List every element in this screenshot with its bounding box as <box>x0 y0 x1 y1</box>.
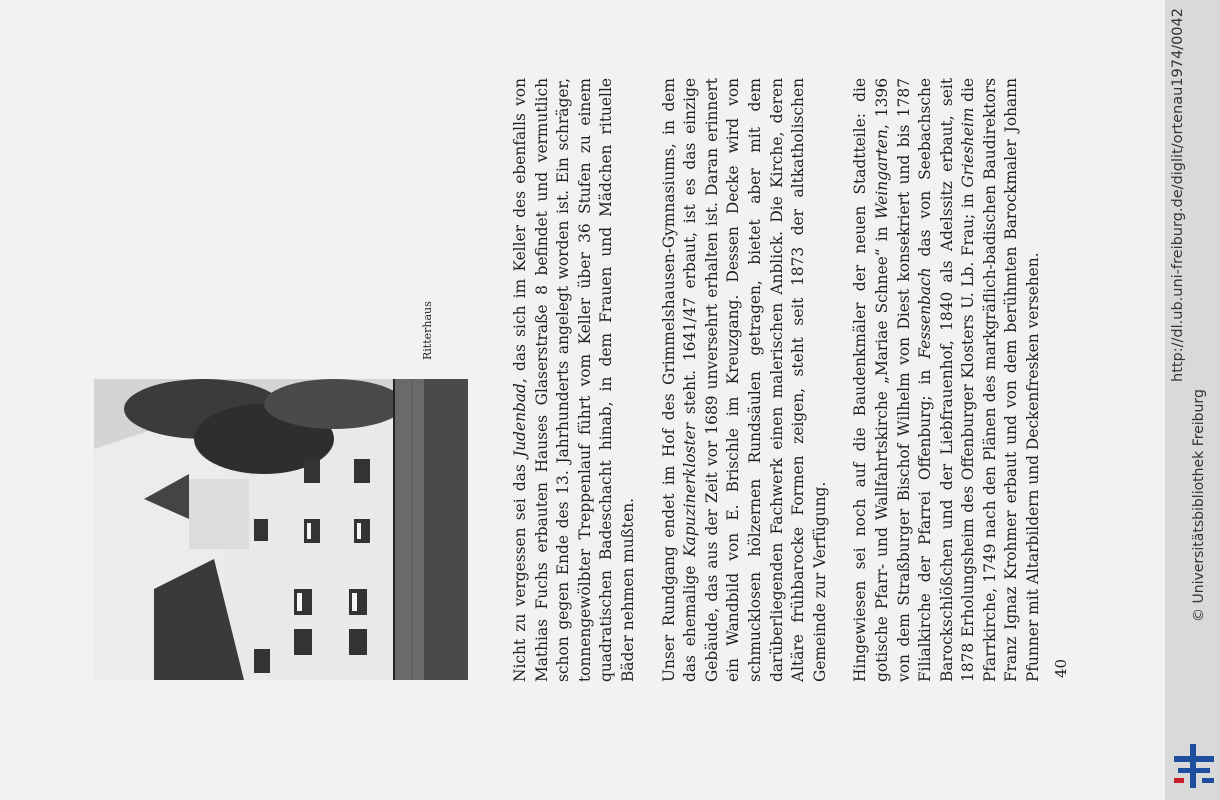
source-url[interactable]: http://dl.ub.uni-freiburg.de/diglit/ortenau1974/0042 <box>1170 8 1186 382</box>
text-run: Hingewiesen sei noch auf die Baudenkmäler der neuen Stadtteile: die gotische Pfarr- und Wallfahrtskirche „Mariae Schnee“ in <box>851 78 891 682</box>
emphasized-term: Griesheim <box>959 107 978 188</box>
text-run: , 1396 von dem Straßburger Bischof Wilhelm von Diest konsekriert und bis 1787 Filialkirche der Pfarrei Offenburg; in <box>872 78 935 682</box>
copyright-notice: © Universitätsbibliothek Freiburg <box>1191 389 1207 622</box>
text-run: die Pfarrkirche, 1749 nach den Plänen des markgräflich-badischen Baudirektors Franz Ignaz Krohmer erbaut und von dem berühmten Barockmaler Johann Pfunner mit Altarbildern und Deckenfresken versehen. <box>959 78 1043 682</box>
text-run: Nicht zu vergessen sei das <box>511 456 529 682</box>
paragraph-baudenkmaeler <box>850 78 1044 682</box>
photo-caption: Ritterhaus <box>421 301 434 360</box>
paragraph-judenbad <box>510 78 640 682</box>
emphasized-term: Fessenbach <box>916 267 935 359</box>
emphasized-term: Weingarten <box>872 129 891 220</box>
ritterhaus-photo <box>94 379 468 680</box>
text-run: , das sich im Keller des ebenfalls von Mathias Fuchs erbauten Hauses Glaserstraße 8 befindet und vermutlich schon gegen Ende des 13. Jahrhunderts angelegt worden ist. Ein schräger, tonnengewölbter Treppenlauf führt vom Keller über 36 Stufen zu einem quadratischen Badeschacht hinab, in dem Frauen und Mädchen rituelle Bäder nehmen mußten. <box>511 78 637 682</box>
ub-freiburg-logo-icon <box>1172 742 1216 790</box>
body-text <box>510 78 1064 682</box>
page-number: 40 <box>1052 658 1070 678</box>
text-run: das von Seebachsche Barockschlößchen und der Liebfrauenhof, 1840 als Adelssitz erbaut, seit 1878 Erholungsheim des Offenburger Klosters U. Lb. Frau; in <box>916 78 978 682</box>
text-run: steht. 1641/47 erbaut, ist es das einzige Gebäude, das aus der Zeit vor 1689 unversehrt erhalten ist. Daran erinnert ein Wandbild von E. Brischle im Kreuzgang. Dessen Decke wird von schmucklosen hölzernen Rundsäulen getragen, bietet aber mit dem darüberliegenden Fachwerk einen malerischen Anblick. Die Kirche, deren Altäre frühbarocke Formen zeigen, steht seit 1873 der altkatholischen Gemeinde zur Verfügung. <box>681 77 829 682</box>
text-run: Unser Rundgang endet im Hof des Grimmelshausen-Gymnasiums, in dem das ehemalige <box>659 78 700 682</box>
emphasized-term: Judenbad <box>511 383 529 457</box>
paragraph-kapuzinerkloster <box>659 78 832 682</box>
emphasized-term: Kapuzinerkloster <box>681 422 700 557</box>
